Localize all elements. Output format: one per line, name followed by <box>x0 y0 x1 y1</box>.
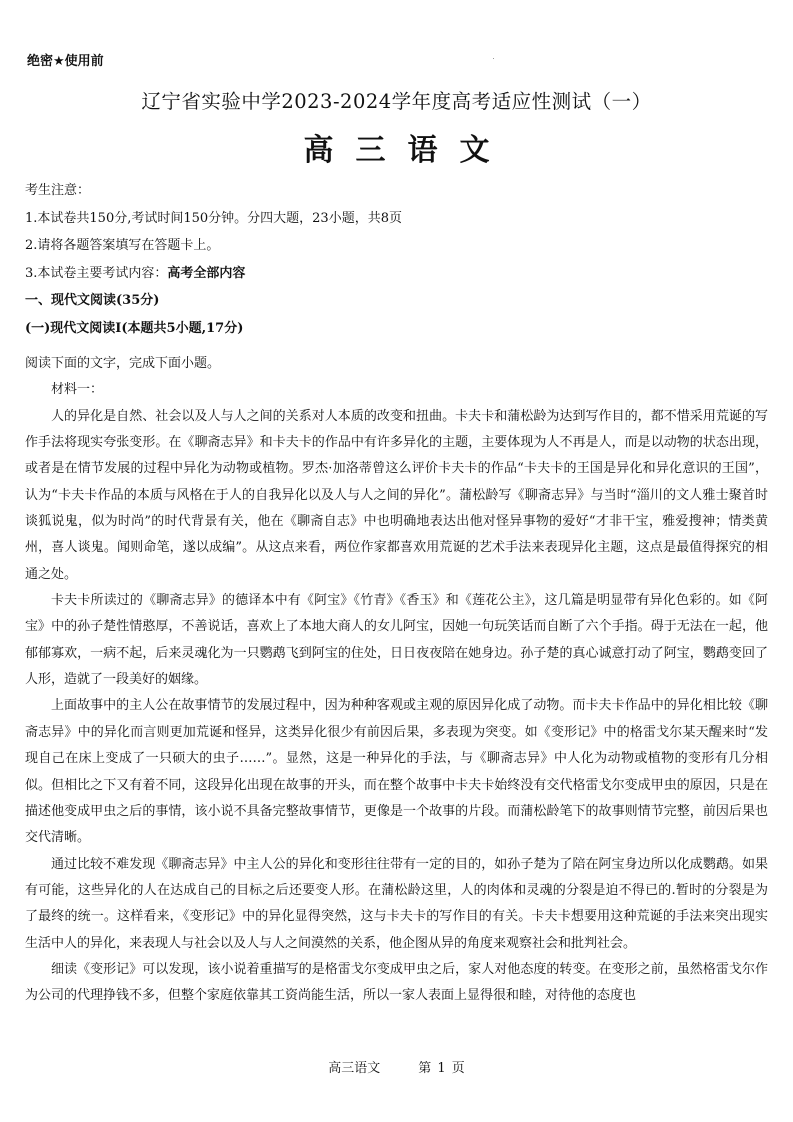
scan-speck <box>493 58 494 59</box>
candidate-notes <box>25 181 770 346</box>
reading-instruction: 阅读下面的文字，完成下面小题。 <box>25 356 221 371</box>
reading-passage <box>25 351 768 1010</box>
notes-heading: 考生注意： <box>25 183 91 198</box>
section-title: 一、现代文阅读(35分) <box>25 293 160 308</box>
paragraph: 人的异化是自然、社会以及人与人之间的关系对人本质的改变和扭曲。卡夫卡和蒲松龄为达到写作目的，都不惜采用荒诞的写作手法将现实夸张变形。在《聊斋志异》和卡夫卡的作品中有许多异化的主题，主要体现为人不再是人，而是以动物的状态出现，或者是在情节发展的过程中异化为动物或植物。罗杰·加洛蒂曾这么评价卡夫卡的作品“卡夫卡的王国是异化和异化意识的王国”，认为“卡夫卡作品的本质与风格在于人的自我异化以及人与人之间的异化”。蒲松龄写《聊斋志异》与当时“淄川的文人雅士聚首时谈狐说鬼，似为时尚”的时代背景有关，他在《聊斋自志》中也明确地表达出他对怪异事物的爱好“才非干宝，雅爱搜神；情类黄州，喜人谈鬼。闻则命笔，遂以成编”。从这点来看，两位作家都喜欢用荒诞的艺术手法来表现异化主题，这点是最值得探究的相通之处。 <box>25 408 768 582</box>
notes-item-3 <box>25 264 770 292</box>
notes-item-1: 1.本试卷共150分,考试时间150分钟。分四大题，23小题，共8页 <box>25 210 402 226</box>
paragraph: 卡夫卡所读过的《聊斋志异》的德译本中有《阿宝》《竹青》《香玉》和《莲花公主》，这几篇是明显带有异化色彩的。如《阿宝》中的孙子楚性情憨厚，不善说话，喜欢上了本地大商人的女儿阿宝，因她一句玩笑话而自断了六个手指。碍于无法在一起，他郁郁寡欢，一病不起，后来灵魂化为一只鹦鹉飞到阿宝的住处，日日夜夜陪在她身边。孙子楚的真心诚意打动了阿宝，鹦鹉变回了人形，造就了一段美好的姻缘。 <box>25 593 768 688</box>
exam-title: 辽宁省实验中学2023-2024学年度高考适应性测试（一） <box>141 90 652 113</box>
paragraph: 通过比较不难发现《聊斋志异》中主人公的异化和变形往往带有一定的目的，如孙子楚为了陪在阿宝身边所以化成鹦鹉。如果有可能，这些异化的人在达成自己的目标之后还要变人形。在蒲松龄这里，人的肉体和灵魂的分裂是迫不得已的.暂时的分裂是为了最终的统一。这样看来，《变形记》中的异化显得突然，这与卡夫卡的写作目的有关。卡夫卡想要用这种荒诞的手法来突出现实生活中人的异化，来表现人与社会以及人与人之间漠然的关系，他企图从异的角度来观察社会和批判社会。 <box>25 856 768 951</box>
page-number: 第 1 页 <box>418 1061 465 1076</box>
notes-item-3-emphasis: 高考全部内容 <box>167 265 246 281</box>
notes-item-2: 2.请将各题答案填写在答题卡上。 <box>25 238 220 253</box>
paragraph: 上面故事中的主人公在故事情节的发展过程中，因为种种客观或主观的原因异化成了动物。而卡夫卡作品中的异化相比较《聊斋志异》中的异化而言则更加荒诞和怪异，这类异化很少有前因后果，多表现为突变。如《变形记》中的格雷戈尔某天醒来时“发现自己在床上变成了一只硕大的虫子……”。显然，这是一种异化的手法，与《聊斋志异》中人化为动物或植物的变形有几分相似。但相比之下又有着不同，这段异化出现在故事的开头，而在整个故事中卡夫卡始终没有交代格雷戈尔变成甲虫的原因，只是在描述他变成甲虫之后的事情，该小说不具备完整故事情节，更像是一个故事的片段。而蒲松龄笔下的故事则情节完整，前因后果也交代清晰。 <box>25 698 768 846</box>
footer-subject: 高三语文 <box>328 1061 381 1076</box>
notes-item-3-prefix: 3.本试卷主要考试内容： <box>25 265 168 281</box>
section-subtitle: (一)现代文阅读Ⅰ(本题共5小题,17分) <box>25 320 244 336</box>
confidential-label: 绝密★使用前 <box>27 54 104 69</box>
page-footer <box>0 1057 793 1076</box>
paragraph: 细读《变形记》可以发现，该小说着重描写的是格雷戈尔变成甲虫之后，家人对他态度的转变。在变形之前，虽然格雷戈尔作为公司的代理挣钱不多，但整个家庭依靠其工资尚能生活，所以一家人表面上显得很和睦，对待他的态度也 <box>25 961 768 1004</box>
subject-title: 高三语文 <box>303 133 512 168</box>
material-label: 材料一： <box>51 382 104 398</box>
